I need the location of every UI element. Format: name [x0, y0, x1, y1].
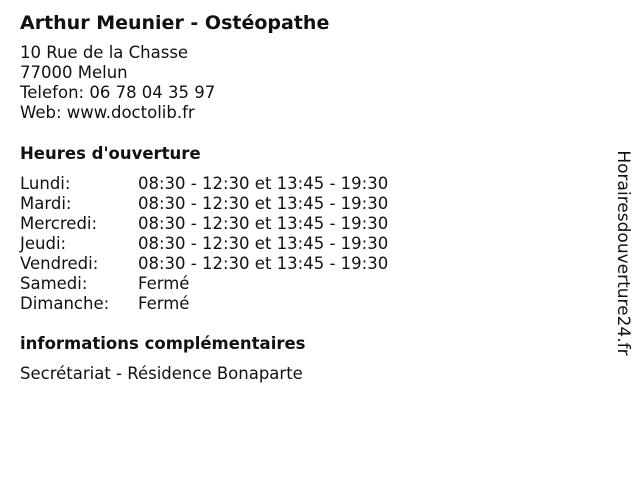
city-postal-code: 77000 Melun [20, 63, 128, 82]
hours-value: 08:30 - 12:30 et 13:45 - 19:30 [138, 174, 389, 193]
day-label: Mercredi: [20, 214, 98, 233]
day-label: Vendredi: [20, 254, 99, 273]
hours-row-wednesday [20, 214, 388, 234]
hours-table [20, 174, 388, 314]
page-title: Arthur Meunier - Ostéopathe [20, 12, 330, 34]
day-label: Lundi: [20, 174, 71, 193]
additional-info-heading: informations complémentaires [20, 334, 306, 353]
additional-info-text: Secrétariat - Résidence Bonaparte [20, 364, 303, 383]
hours-row-saturday [20, 274, 388, 294]
hours-value: 08:30 - 12:30 et 13:45 - 19:30 [138, 214, 389, 233]
hours-value: Fermé [138, 274, 190, 293]
day-label: Mardi: [20, 194, 72, 213]
hours-row-friday [20, 254, 388, 274]
hours-heading: Heures d'ouverture [20, 144, 201, 163]
day-label: Jeudi: [20, 234, 67, 253]
website: Web: www.doctolib.fr [20, 103, 195, 122]
hours-value: 08:30 - 12:30 et 13:45 - 19:30 [138, 254, 389, 273]
site-watermark: Horairesdouverture24.fr [613, 150, 633, 356]
hours-row-sunday [20, 294, 388, 314]
hours-value: 08:30 - 12:30 et 13:45 - 19:30 [138, 234, 389, 253]
contact-block [20, 43, 215, 123]
hours-row-tuesday [20, 194, 388, 214]
phone-number: Telefon: 06 78 04 35 97 [20, 83, 216, 102]
hours-value: 08:30 - 12:30 et 13:45 - 19:30 [138, 194, 389, 213]
street-address: 10 Rue de la Chasse [20, 43, 189, 62]
day-label: Dimanche: [20, 294, 110, 313]
day-label: Samedi: [20, 274, 88, 293]
hours-row-thursday [20, 234, 388, 254]
hours-value: Fermé [138, 294, 190, 313]
hours-row-monday [20, 174, 388, 194]
